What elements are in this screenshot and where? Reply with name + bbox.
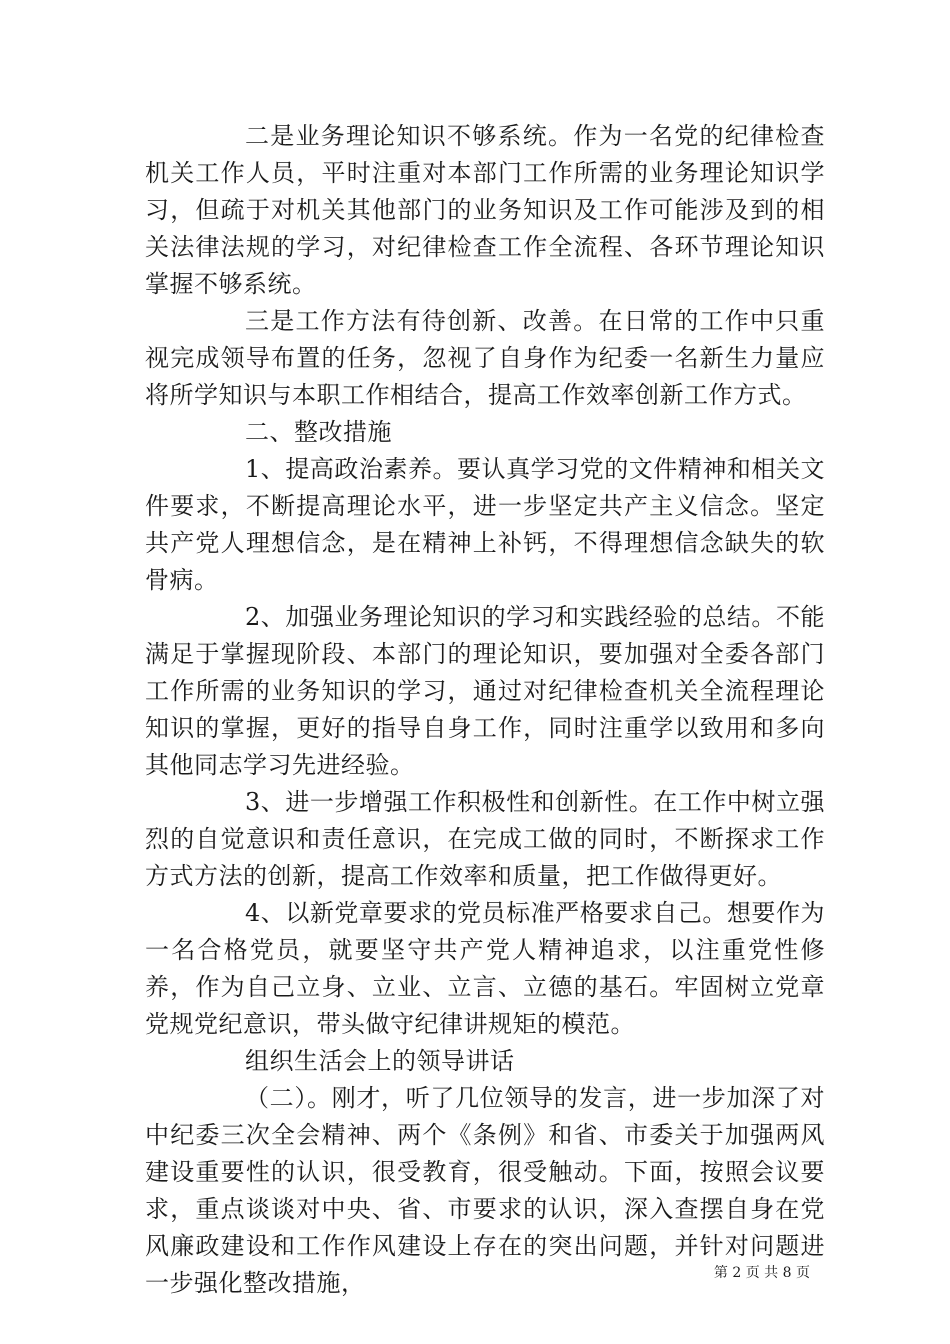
- page-number-footer: 第 2 页 共 8 页: [713, 1265, 810, 1281]
- document-body: [145, 118, 825, 1302]
- section-heading-rectification: 二、整改措施: [245, 418, 392, 446]
- section-heading-leader-speech: 组织生活会上的领导讲话: [245, 1047, 515, 1075]
- paragraph-measure-two: 2、加强业务理论知识的学习和实践经验的总结。不能满足于掌握现阶段、本部门的理论知识，要加强对全委各部门工作所需的业务知识的学习，通过对纪律检查机关全流程理论知识的掌握，更好的指导自身工作，同时注重学以致用和多向其他同志学习先进经验。: [145, 603, 825, 779]
- paragraph-measure-four: 4、以新党章要求的党员标准严格要求自己。想要作为一名合格党员，就要坚守共产党人精神追求，以注重党性修养，作为自己立身、立业、立言、立德的基石。牢固树立党章党规党纪意识，带头做守纪律讲规矩的模范。: [145, 899, 825, 1038]
- paragraph-weakness-two: 二是业务理论知识不够系统。作为一名党的纪律检查机关工作人员，平时注重对本部门工作所需的业务理论知识学习，但疏于对机关其他部门的业务知识及工作可能涉及到的相关法律法规的学习，对纪律检查工作全流程、各环节理论知识掌握不够系统。: [145, 122, 825, 298]
- paragraph-measure-three: 3、进一步增强工作积极性和创新性。在工作中树立强烈的自觉意识和责任意识，在完成工做的同时，不断探求工作方式方法的创新，提高工作效率和质量，把工作做得更好。: [145, 788, 825, 890]
- paragraph-speech-intro: （二）。刚才，听了几位领导的发言，进一步加深了对中纪委三次全会精神、两个《条例》和省、市委关于加强两风建设重要性的认识，很受教育，很受触动。下面，按照会议要求，重点谈谈对中央、省、市要求的认识，深入查摆自身在党风廉政建设和工作作风建设上存在的突出问题，并针对问题进一步强化整改措施，: [145, 1084, 825, 1297]
- paragraph-weakness-three: 三是工作方法有待创新、改善。在日常的工作中只重视完成领导布置的任务，忽视了自身作为纪委一名新生力量应将所学知识与本职工作相结合，提高工作效率创新工作方式。: [145, 307, 825, 409]
- paragraph-measure-one: 1、提高政治素养。要认真学习党的文件精神和相关文件要求，不断提高理论水平，进一步坚定共产主义信念。坚定共产党人理想信念，是在精神上补钙，不得理想信念缺失的软骨病。: [145, 455, 825, 594]
